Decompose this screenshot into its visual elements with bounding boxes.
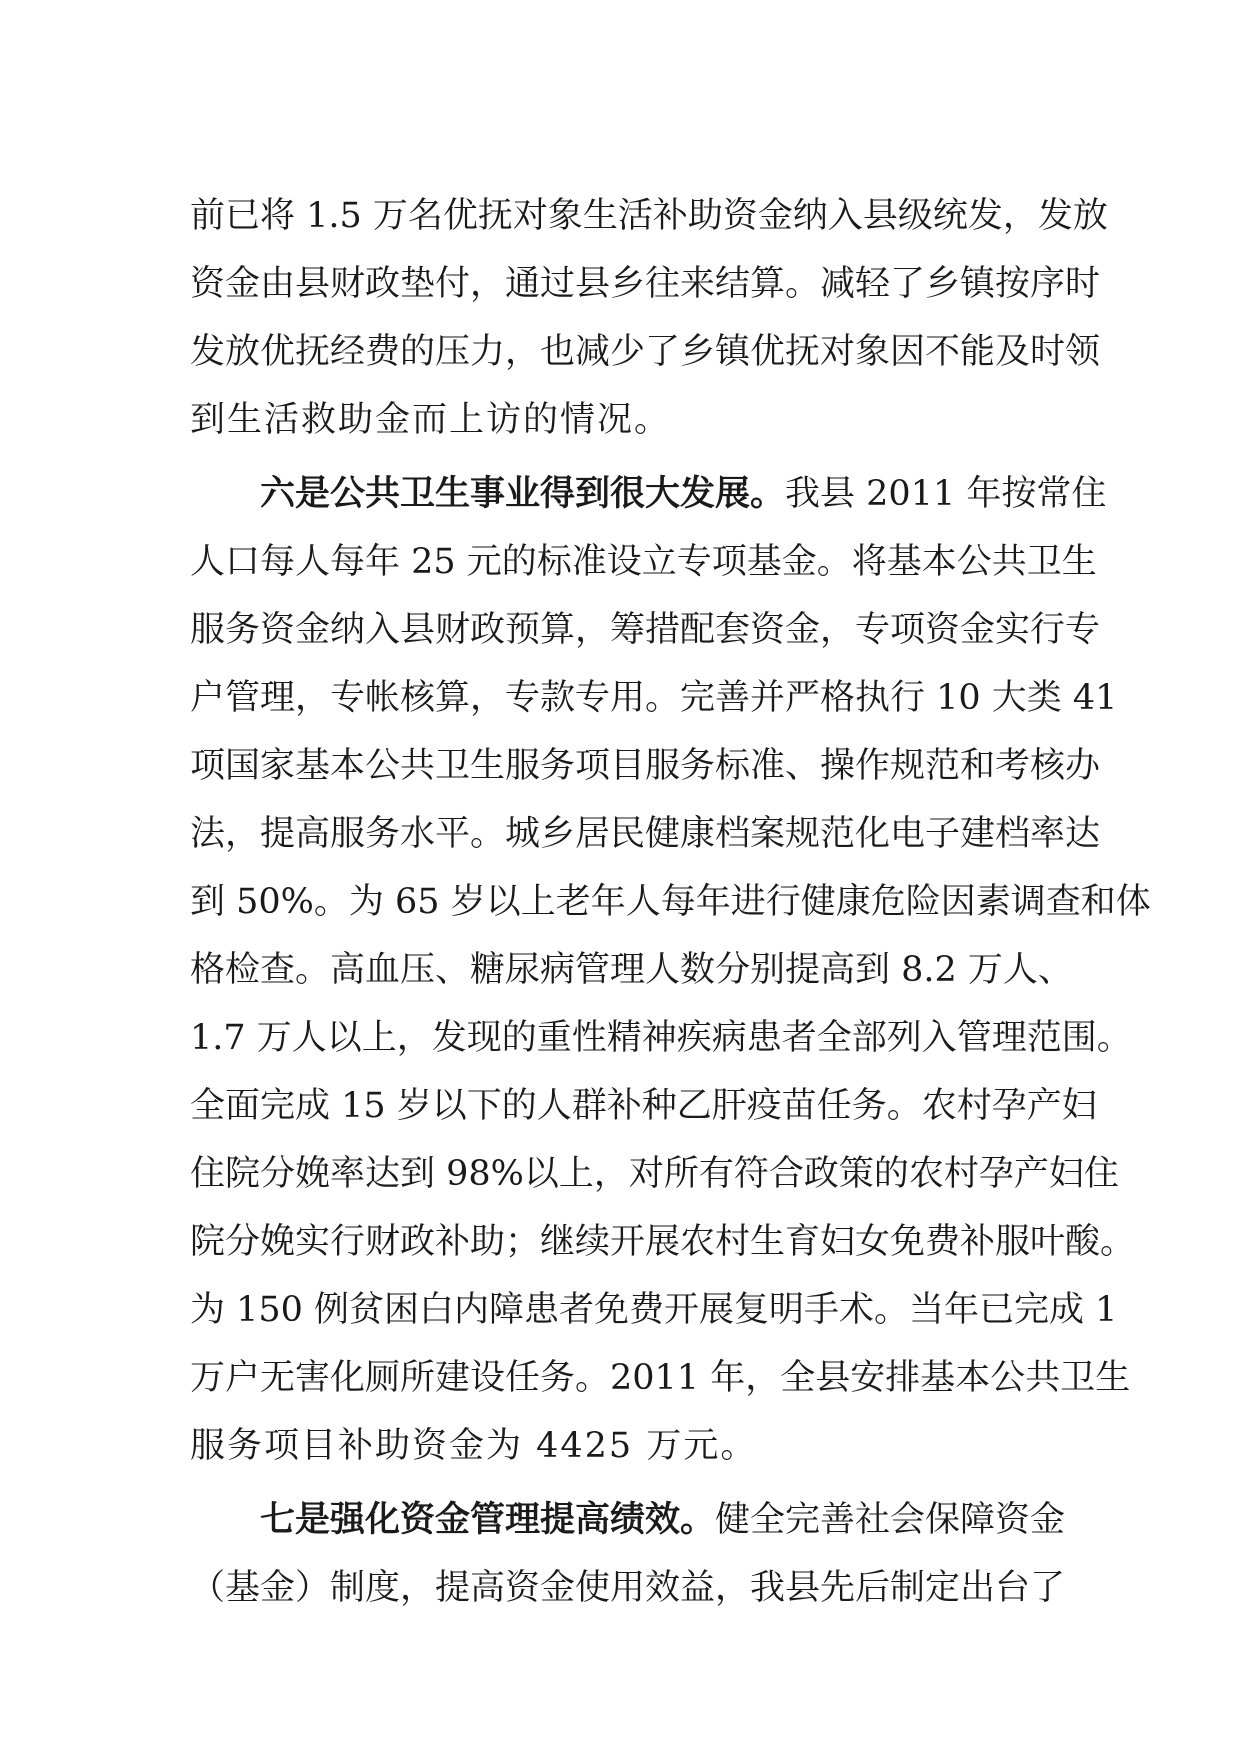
section-heading-line: 七是强化资金管理提高绩效。健全完善社会保障资金 — [260, 1499, 1066, 1540]
section-heading: 七是强化资金管理提高绩效。 — [260, 1499, 716, 1540]
paragraph-line: 发放优抚经费的压力，也减少了乡镇优抚对象因不能及时领 — [190, 332, 1101, 372]
paragraph-line: 到生活救助金而上访的情况。 — [190, 400, 672, 440]
paragraph-line: 项国家基本公共卫生服务项目服务标准、操作规范和考核办 — [190, 746, 1101, 786]
paragraph-line: 户管理，专帐核算，专款专用。完善并严格执行 10 大类 41 — [190, 678, 1118, 718]
paragraph-line: 法，提高服务水平。城乡居民健康档案规范化电子建档率达 — [190, 814, 1101, 854]
paragraph-line: 住院分娩率达到 98%以上，对所有符合政策的农村孕产妇住 — [190, 1154, 1119, 1194]
paragraph-line: 格检查。高血压、糖尿病管理人数分别提高到 8.2 万人、 — [190, 950, 1073, 990]
paragraph-line: 服务项目补助资金为 4425 万元。 — [190, 1426, 758, 1466]
section-heading-line: 六是公共卫生事业得到很大发展。我县 2011 年按常住 — [260, 473, 1107, 514]
paragraph-line: 院分娩实行财政补助；继续开展农村生育妇女免费补服叶酸。 — [190, 1222, 1136, 1262]
section-heading: 六是公共卫生事业得到很大发展。 — [260, 473, 786, 514]
paragraph-line: 为 150 例贫困白内障患者免费开展复明手术。当年已完成 1 — [190, 1290, 1118, 1330]
paragraph-line: 前已将 1.5 万名优抚对象生活补助资金纳入县级统发，发放 — [190, 196, 1108, 236]
paragraph-line: 人口每人每年 25 元的标准设立专项基金。将基本公共卫生 — [190, 542, 1097, 582]
paragraph-line: 服务资金纳入县财政预算，筹措配套资金，专项资金实行专 — [190, 610, 1101, 650]
paragraph-line: 资金由县财政垫付，通过县乡往来结算。减轻了乡镇按序时 — [190, 264, 1101, 304]
paragraph-line: （基金）制度，提高资金使用效益，我县先后制定出台了 — [190, 1568, 1066, 1608]
paragraph-line: 1.7 万人以上，发现的重性精神疾病患者全部列入管理范围。 — [190, 1018, 1132, 1058]
paragraph-line: 到 50%。为 65 岁以上老年人每年进行健康危险因素调查和体 — [190, 882, 1151, 922]
paragraph-line: 万户无害化厕所建设任务。2011 年，全县安排基本公共卫生 — [190, 1358, 1131, 1398]
paragraph-line: 全面完成 15 岁以下的人群补种乙肝疫苗任务。农村孕产妇 — [190, 1086, 1097, 1126]
